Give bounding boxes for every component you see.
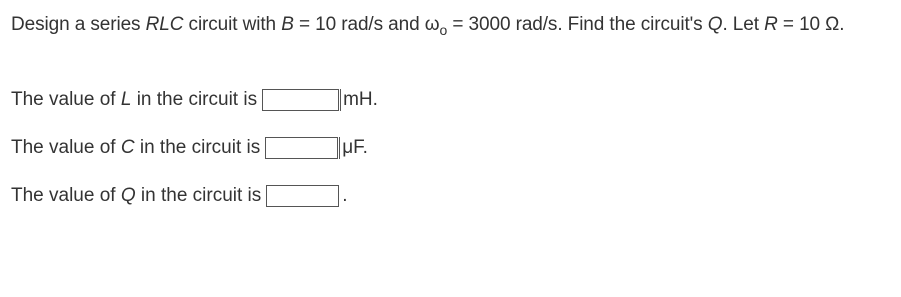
question-eq-r: = 10 Ω. (777, 14, 845, 35)
answer-row-quality-factor (11, 185, 348, 207)
answer-label-capacitance (11, 137, 260, 159)
quality-factor-period: . (342, 185, 348, 206)
answer-label-quality-factor (11, 185, 261, 207)
inductance-input[interactable] (262, 89, 339, 111)
inductance-unit: mH. (340, 89, 378, 111)
var-r: R (764, 14, 778, 35)
question-text (11, 14, 844, 36)
var-b: B (281, 14, 294, 35)
label-after: in the circuit is (131, 89, 258, 110)
var-q: Q (707, 14, 723, 35)
capacitance-input[interactable] (265, 137, 338, 159)
question-eq-omega: = 3000 rad/s. Find the circuit's (447, 14, 708, 35)
var-q: Q (120, 185, 136, 206)
var-rlc: RLC (145, 14, 184, 35)
question-text-let: . Let (722, 14, 765, 35)
question-text-circuit-with: circuit with (183, 14, 282, 35)
label-before: The value of (11, 89, 121, 110)
label-before: The value of (11, 185, 121, 206)
capacitance-unit: μF. (339, 137, 368, 159)
omega-subscript: o (439, 22, 448, 38)
question-eq-b: = 10 rad/s and (293, 14, 425, 35)
label-after: in the circuit is (135, 185, 262, 206)
answer-label-inductance (11, 89, 257, 111)
label-after: in the circuit is (134, 137, 261, 158)
question-prefix: Design a series (11, 14, 146, 35)
quality-factor-input[interactable] (266, 185, 339, 207)
omega-symbol: ω (424, 14, 440, 35)
label-before: The value of (11, 137, 121, 158)
answer-row-capacitance (11, 137, 368, 159)
answer-row-inductance (11, 89, 378, 111)
var-l: L (120, 89, 132, 110)
var-c: C (120, 137, 135, 158)
